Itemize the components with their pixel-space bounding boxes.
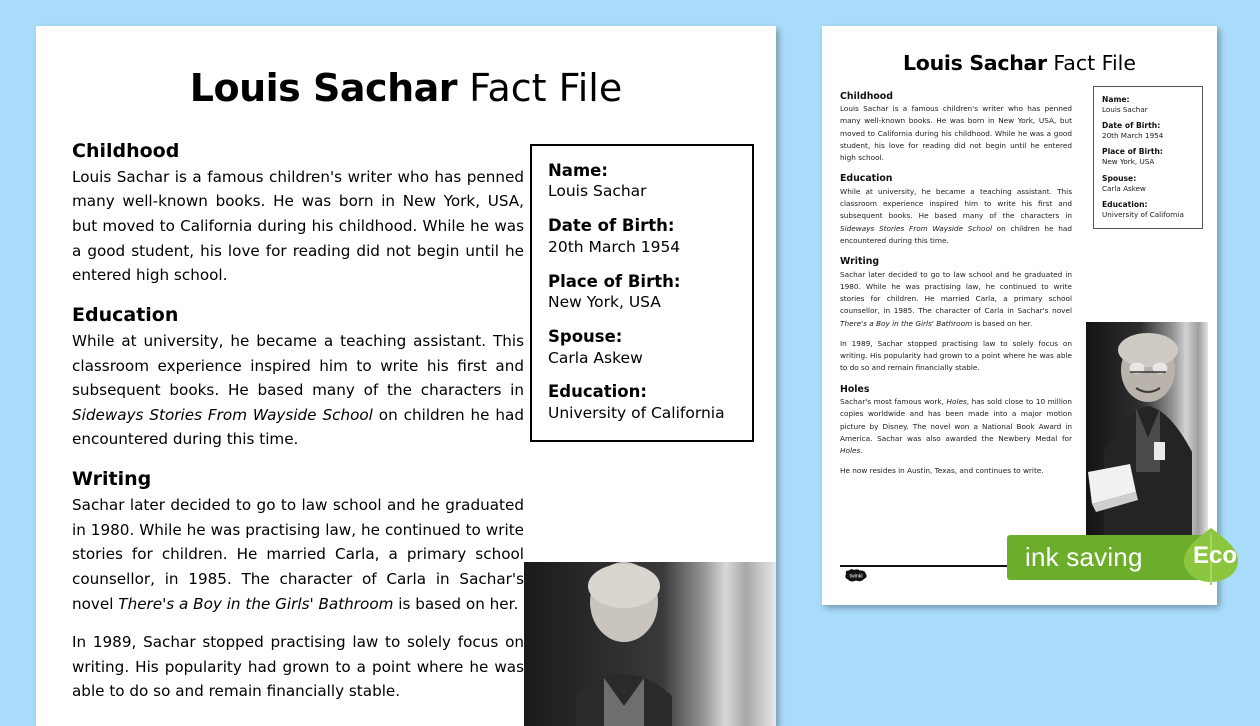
thumbnail-fact-box xyxy=(1093,86,1203,229)
thumbnail-paragraph-childhood: Louis Sachar is a famous children's writer who has penned many well-known books. He was born in New York, USA, but moved to California during his childhood. While he was a good student, his love for reading did not begin until he entered high school. xyxy=(840,104,1072,163)
author-photo-image xyxy=(516,556,776,726)
fact-value-name: Louis Sachar xyxy=(548,182,647,201)
twinkl-logo-icon xyxy=(843,568,869,583)
writing-book-title: There's a Boy in the Girls' Bathroom xyxy=(118,594,394,613)
thumbnail-paragraph-holes-2: He now resides in Austin, Texas, and continues to write. xyxy=(840,466,1044,476)
section-heading-writing: Writing xyxy=(72,468,152,491)
thumbnail-fact-label-spouse: Spouse: xyxy=(1102,173,1137,183)
section-paragraph-writing-1 xyxy=(72,493,524,616)
thumbnail-holes-book-title-2: Holes xyxy=(840,446,861,456)
fact-box xyxy=(530,144,754,442)
main-page-content xyxy=(36,26,776,726)
fact-row-name xyxy=(548,160,736,202)
thumbnail-education-text-b: on children he had encountered during this time. xyxy=(840,223,1072,245)
twinkl-logo-text: twinkl xyxy=(849,573,863,580)
thumbnail-holes-text-b: , has sold close to 10 million copies worldwide and has been made into a major motion picture by Disney. The novel won a National Book Award in America. Sachar was also awarded the Newbery Medal for xyxy=(840,397,1072,443)
page-title-bold: Louis Sachar xyxy=(189,66,457,110)
thumbnail-holes-text-a: Sachar's most famous work, xyxy=(840,397,947,407)
thumbnail-author-photo xyxy=(1086,322,1208,540)
thumbnail-section-heading-writing: Writing xyxy=(840,256,880,268)
thumbnail-paragraph-education xyxy=(840,186,1072,247)
fact-label-place-of-birth: Place of Birth: xyxy=(548,271,681,291)
thumbnail-paragraph-writing-1 xyxy=(840,269,1072,330)
section-paragraph-childhood: Louis Sachar is a famous children's writer who has penned many well-known books. He was born in New York, USA, but moved to California during his childhood. While he was a good student, his love for reading did not begin until he entered high school. xyxy=(72,167,524,285)
main-document-page xyxy=(36,26,776,726)
section-paragraph-education xyxy=(72,329,524,452)
thumbnail-fact-row-date-of-birth xyxy=(1102,121,1194,140)
eco-badge-text: ink saving xyxy=(1025,542,1143,572)
writing-text-part-a: Sachar later decided to go to law school and he graduated in 1980. While he was practising law, he continued to write stories for children. He married Carla, a primary school counsellor, in 1985. The character of Carla in Sachar's novel xyxy=(72,496,524,613)
author-photo xyxy=(516,556,776,726)
thumbnail-fact-value-spouse: Carla Askew xyxy=(1102,183,1146,193)
thumbnail-title-light: Fact File xyxy=(1046,51,1136,75)
fact-label-name: Name: xyxy=(548,161,608,180)
thumbnail-section-heading-education: Education xyxy=(840,173,893,185)
page-title-light: Fact File xyxy=(457,66,623,110)
thumbnail-fact-row-spouse xyxy=(1102,174,1194,193)
fact-value-place-of-birth: New York, USA xyxy=(548,293,661,312)
fact-row-date-of-birth xyxy=(548,215,736,257)
page-title xyxy=(72,68,740,110)
education-text-part-a: While at university, he became a teaching assistant. This classroom experience inspired him to write his first and subsequent books. He based many of the characters in xyxy=(72,331,524,400)
thumbnail-fact-value-date-of-birth: 20th March 1954 xyxy=(1102,131,1164,141)
thumbnail-page-title xyxy=(840,52,1199,75)
thumbnail-section-heading-holes: Holes xyxy=(840,383,870,395)
thumbnail-paragraph-holes-1 xyxy=(840,396,1072,457)
twinkl-logo-shape xyxy=(843,568,869,583)
thumbnail-fact-value-place-of-birth: New York, USA xyxy=(1102,157,1155,167)
fact-value-education: University of California xyxy=(548,403,725,422)
thumbnail-document-page xyxy=(822,26,1217,605)
fact-row-place-of-birth xyxy=(548,271,736,313)
thumbnail-fact-row-place-of-birth xyxy=(1102,147,1194,166)
thumbnail-writing-text-a: Sachar later decided to go to law school and he graduated in 1980. While he was practising law, he continued to write stories for children. He married Carla, a primary school counsellor, in 1985. The character of Carla in Sachar's novel xyxy=(840,269,1072,316)
fact-label-date-of-birth: Date of Birth: xyxy=(548,216,675,236)
fact-value-date-of-birth: 20th March 1954 xyxy=(548,237,681,256)
thumbnail-fact-row-name xyxy=(1102,95,1194,114)
fact-value-spouse: Carla Askew xyxy=(548,348,643,367)
thumbnail-education-book-title: Sideways Stories From Wayside School xyxy=(840,223,992,233)
thumbnail-paragraph-writing-2: In 1989, Sachar stopped practising law to solely focus on writing. His popularity had grown to a point where he was able to do so and remain financially stable. xyxy=(840,338,1072,373)
thumbnail-fact-row-education xyxy=(1102,200,1194,219)
thumbnail-author-photo-image xyxy=(1086,322,1208,540)
thumbnail-title-bold: Louis Sachar xyxy=(903,51,1047,75)
thumbnail-fact-label-name: Name: xyxy=(1102,95,1130,104)
thumbnail-body-column xyxy=(840,91,1072,478)
thumbnail-fact-label-date-of-birth: Date of Birth: xyxy=(1102,121,1161,131)
document-body-column xyxy=(72,140,524,704)
thumbnail-writing-text-b: is based on her. xyxy=(972,318,1033,328)
education-text-part-b: on children he had encountered during this time. xyxy=(72,405,524,449)
ink-saving-eco-badge xyxy=(1007,527,1260,585)
section-paragraph-writing-2: In 1989, Sachar stopped practising law to solely focus on writing. His popularity had grown to a point where he was able to do so and remain financially stable. xyxy=(72,633,524,701)
thumbnail-fact-label-place-of-birth: Place of Birth: xyxy=(1102,147,1163,157)
eco-badge-leaf-label: Eco xyxy=(1193,542,1238,569)
writing-text-part-b: is based on her. xyxy=(393,594,519,613)
thumbnail-holes-text-c: . xyxy=(860,446,863,456)
education-book-title: Sideways Stories From Wayside School xyxy=(72,405,373,424)
fact-label-spouse: Spouse: xyxy=(548,327,623,347)
thumbnail-education-text-a: While at university, he became a teaching assistant. This classroom experience inspired him to write his first and subsequent books. He based many of the characters in xyxy=(840,186,1072,221)
thumbnail-section-heading-childhood: Childhood xyxy=(840,90,893,102)
thumbnail-writing-book-title: There's a Boy in the Girls' Bathroom xyxy=(840,318,973,328)
section-heading-childhood: Childhood xyxy=(72,139,180,162)
fact-label-education: Education: xyxy=(548,382,647,402)
fact-row-education xyxy=(548,381,736,423)
thumbnail-holes-book-title: Holes xyxy=(946,397,967,407)
thumbnail-fact-label-education: Education: xyxy=(1102,199,1148,209)
thumbnail-fact-value-education: University of California xyxy=(1102,209,1184,219)
thumbnail-page-content xyxy=(822,26,1217,605)
fact-row-spouse xyxy=(548,326,736,368)
thumbnail-fact-value-name: Louis Sachar xyxy=(1102,104,1148,114)
section-heading-education: Education xyxy=(72,303,179,326)
